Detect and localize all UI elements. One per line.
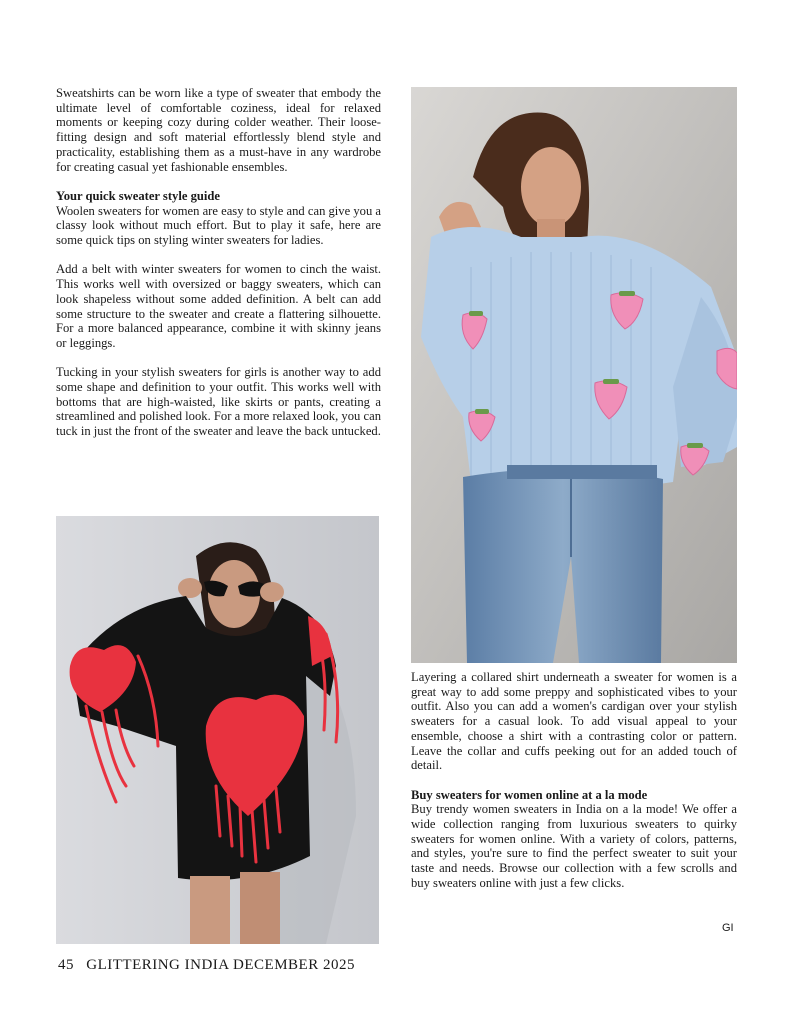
left-text-column [56,86,381,439]
style-guide-heading: Your quick sweater style guide [56,188,220,203]
style-guide-paragraph: Woolen sweaters for women are easy to style and can give you a classy look without much effort. But to play it safe, here are some quick tips on styling winter sweaters for ladies. [56,203,381,248]
heart-sweater-photo [56,516,379,944]
tucking-paragraph: Tucking in your stylish sweaters for girls is another way to add some shape and definition to your outfit. This works well with bottoms that are high-waisted, like skirts or pants, creating a streamlined and polished look. For a more relaxed look, you can tuck in just the front of the sweater and leave the back untucked. [56,365,381,439]
right-text-column [411,670,737,891]
belt-paragraph: Add a belt with winter sweaters for women to cinch the waist. This works well with oversized or baggy sweaters, which can look shapeless without some added definition. A belt can add some structure to the sweater and create a flattering silhouette. For a more balanced appearance, combine it with skinny jeans or leggings. [56,262,381,350]
page-number: 45 [58,957,74,973]
buy-section [411,788,737,891]
buy-heading: Buy sweaters for women online at a la mode [411,787,648,802]
style-guide-section [56,189,381,439]
intro-paragraph: Sweatshirts can be worn like a type of sweater that embody the ultimate level of comfortable coziness, ideal for relaxed moments or keeping cozy during colder weather. Their loose-fitting design and soft material effortlessly blend style and practicality, establishing them as a must-have in any wardrobe for creating casual yet fashionable ensembles. [56,86,381,174]
author-signoff: GI [722,922,734,934]
page-footer [58,957,355,974]
layering-paragraph: Layering a collared shirt underneath a sweater for women is a great way to add some preppy and sophisticated vibes to your outfit. Also you can add a women's cardigan over your stylish sweaters for a casual look. To add visual appeal to your ensemble, choose a shirt with a contrasting color or pattern. Leave the collar and cuffs peeking out for an added touch of detail. [411,670,737,773]
strawberry-sweater-photo [411,87,737,663]
publication-name: GLITTERING INDIA DECEMBER 2025 [86,957,355,973]
buy-paragraph: Buy trendy women sweaters in India on a la mode! We offer a wide collection ranging from luxurious sweaters to quirky sweaters for women online. With a variety of colors, patterns, and styles, you're sure to find the perfect sweater to suit your taste and needs. Browse our collection with a few scrolls and buy sweaters online with just a few clicks. [411,802,737,890]
